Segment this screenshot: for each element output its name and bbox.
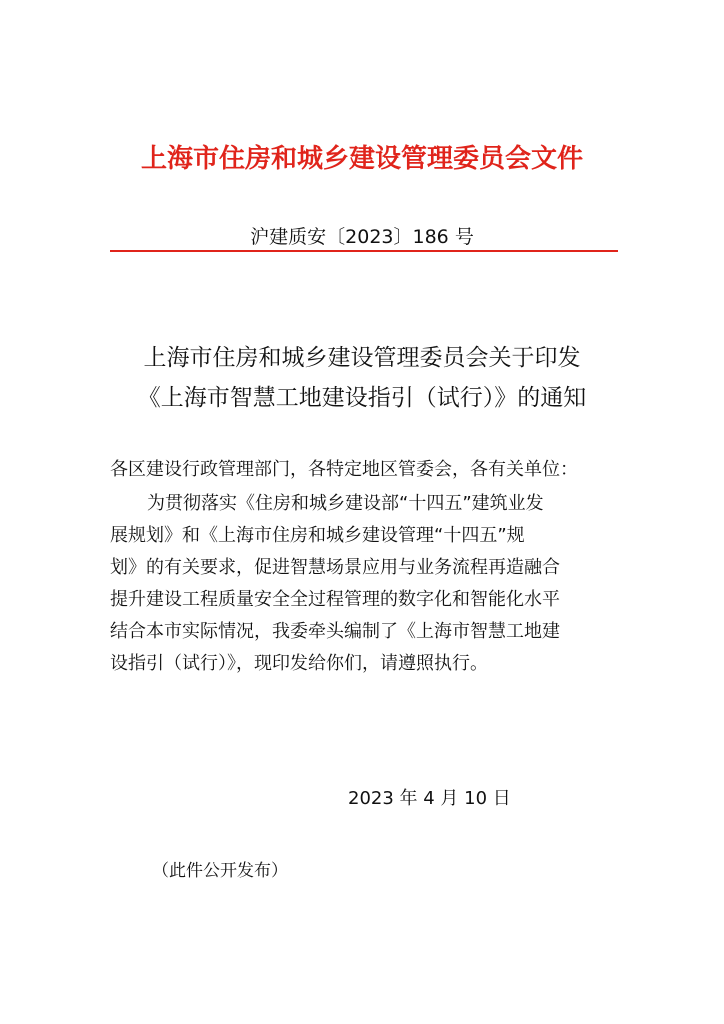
- body-line: 展规划》和《上海市住房和城乡建设管理“十四五”规: [110, 525, 525, 546]
- addressee: 各区建设行政管理部门，各特定地区管委会，各有关单位：: [110, 459, 578, 480]
- red-divider-line: [110, 250, 618, 252]
- body-line: 划》的有关要求，促进智慧场景应用与业务流程再造融合: [110, 557, 560, 578]
- body-paragraph: [110, 488, 630, 680]
- issuer-header: 上海市住房和城乡建设管理委员会文件: [140, 144, 583, 174]
- body-line: 设指引（试行）》，现印发给你们，请遵照执行。: [110, 653, 488, 674]
- body-line: 结合本市实际情况，我委牵头编制了《上海市智慧工地建: [110, 621, 560, 642]
- document-date: 2023 年 4 月 10 日: [348, 788, 511, 809]
- notice-title-line-1: 上海市住房和城乡建设管理委员会关于印发: [143, 345, 581, 371]
- notice-title-line-2: 《上海市智慧工地建设指引（试行）》的通知: [137, 385, 587, 411]
- document-number: 沪建质安〔2023〕186 号: [250, 226, 474, 248]
- body-line: 提升建设工程质量安全全过程管理的数字化和智能化水平: [110, 589, 560, 610]
- body-line: 为贯彻落实《住房和城乡建设部“十四五”建筑业发: [147, 493, 544, 514]
- disclosure-note: （此件公开发布）: [152, 861, 288, 881]
- notice-title: [0, 338, 724, 418]
